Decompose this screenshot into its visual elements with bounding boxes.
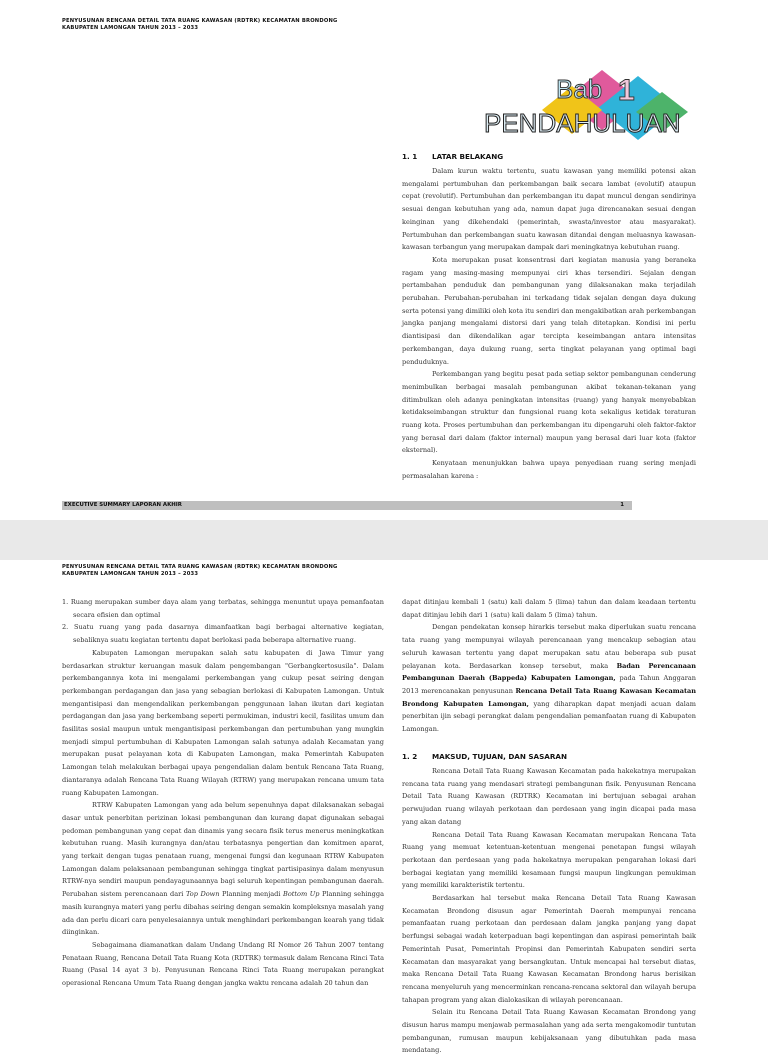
list-item-1: 1. Ruang merupakan sumber daya alam yang terbatas, sehingga menuntut upaya pemanfaatan secara efisien dan optimal xyxy=(62,598,384,619)
page-footer xyxy=(62,501,632,510)
running-header xyxy=(62,18,337,31)
paragraph: dapat ditinjau kembali 1 (satu) kali dalam 5 (lima) tahun dan dalam keadaan tertentu dapat ditinjau lebih dari 1 (satu) kali dalam 5 (lima) tahun. xyxy=(402,598,696,619)
page-number: 1 xyxy=(620,502,624,508)
banner-chapter-number: 1 xyxy=(618,74,635,107)
left-column xyxy=(62,596,384,990)
paragraph: Dengan pendekatan konsep hirarkis tersebut maka diperlukan suatu rencana tata ruang yang mempunyai wilayah perencanaan yang mencakup sebagian atau seluruh kawasan tertentu yang dapat merupakan satu atau beberapa sub pusat pelayanan kota. Berdasarkan konsep tersebut, maka Badan Perencanaan Pembangunan Daerah (Bappeda) Kabupaten Lamongan, pada Tahun Anggaran 2013 merencanakan penyusunan Rencana Detail Tata Ruang Kawasan Kecamatan Brondong Kabupaten Lamongan, yang diharapkan dapat menjadi acuan dalam penerbitan ijin sebagi perangkat dalam pengendalian pemanfaatan ruang di Kabupaten Lamongan. xyxy=(402,623,697,734)
section-1-1-body xyxy=(402,165,696,483)
paragraph: RTRW Kabupaten Lamongan yang ada belum sepenuhnya dapat dilaksanakan sebagai dasar untuk penerbitan perizinan lokasi pembangunan dan kurang dapat digunakan sebagai pedoman pembangunan yang cepat dan dinamis yang secara fisik terus menerus meningkatkan kebutuhan ruang. Masih kurangnya dan/atau terbatasnya pengertian dan komitmen aparat, yang terkait dengan tugas penataan ruang, mengenai fungsi dan kegunaan RTRW Kabupaten Lamongan dalam pelaksanaan pembangunan sehingga tingkat partisipasinya dalam menyusun RTRW-nya sendiri maupun pendayagunaannya bagi seluruh kepentingan pembangunan daerah. Perubahan sistem perencanaan dari Top Down Planning menjadi Bottom Up Planning sehingga masih kurangnya materi yang perlu dibahas seiring dengan semakin kompleksnya masalah yang ada dan perlu dicari cara penyelesaiannya untuk menghindari perkembangan kearah yang tidak diinginkan. xyxy=(62,801,384,937)
paragraph: Dalam kurun waktu tertentu, suatu kawasan yang memiliki potensi akan mengalami pertumbuhan dan perkembangan baik secara lambat (evolutif) ataupun cepat (revolutif). Pertumbuhan dan perkembangan itu dapat muncul dengan sendirinya sesuai dengan kebutuhan yang ada, namun dapat juga direncanakan sesuai dengan keinginan yang dikehendaki (pemerintah, swasta/investor atau masyarakat). Pertumbuhan dan perkembangan suatu kawasan ditandai dengan meluasnya kawasan-kawasan terbangun yang merupakan dampak dari meningkatnya kebutuhan ruang. xyxy=(402,167,696,252)
header-line-1: PENYUSUNAN RENCANA DETAIL TATA RUANG KAWASAN (RDTRK) KECAMATAN BRONDONG xyxy=(62,564,338,570)
banner-bab-text: Bab xyxy=(556,74,603,104)
section-1-2-body xyxy=(402,765,696,1057)
paragraph: Rencana Detail Tata Ruang Kawasan Kecamatan pada hakekatnya merupakan rencana tata ruang yang mendasari strategi pembangunan fisik. Penyusunan Rencana Detail Tata Ruang Kawasan (RDTRK) Kecamatan ini bertujuan sebagai arahan perwujudan ruang wilayah perkotaan dan perdesaan yang ingin dicapai pada masa yang akan datang xyxy=(402,767,696,826)
paragraph: Kabupaten Lamongan merupakan salah satu kabupaten di Jawa Timur yang berdasarkan struktur keruangan masuk dalam pengembangan "Gerbangkertosusila". Dalam perkembangannya kota ini mengalami perkembangan yang cukup pesat seiring dengan perkembangan perdagangan dan jasa yang sebagian berlokasi di Kabupaten Lamongan. Untuk mengantisipasi dan mengendalikan perkembangan penggunaan lahan ikutan dari kegiatan perdagangan dan jasa yang berkembang seperti permukiman, industri kecil, fasilitas umum dan fasilitas sosial maupun untuk mengantisipasi perkembangan dan pertumbuhan yang mungkin menjadi simpul pertumbuhan di Kabupaten Lamongan salah satunya adalah Kecamatan yang merupakan pusat pelayanan kota di Kabupaten Lamongan, maka Pemerintah Kabupaten Lamongan telah melakukan berbagai upaya pengendalian dalam bentuk Rencana Tata Ruang, diantaranya adalah Rencana Tata Ruang Wilayah (RTRW) yang merupakan rencana umum tata ruang Kabupaten Lamongan. xyxy=(62,648,384,797)
right-column xyxy=(402,596,696,736)
page-separator xyxy=(0,520,768,560)
list-item-2: 2. Suatu ruang yang pada dasarnya dimanfaatkan bagi berbagai alternative kegiatan, sebaliknya suatu kegiatan tertentu dapat berlokasi pada beberapa alternative ruang. xyxy=(62,623,384,645)
banner-title: PENDAHULUAN xyxy=(484,108,681,138)
header-line-2: KABUPATEN LAMONGAN TAHUN 2013 – 2033 xyxy=(62,570,199,577)
paragraph: Rencana Detail Tata Ruang Kawasan Kecamatan merupakan Rencana Tata Ruang yang memuat ketentuan-ketentuan mengenai penetapan fungsi wilayah perkotaan dan perdesaan yang pada hakekatnya merupakan pengarahan lokasi dari berbagai kegiatan yang memiliki kesamaan fungsi maupun lingkungan pemukiman yang memiliki karakteristik tertentu. xyxy=(402,830,696,890)
paragraph: Kenyataan menunjukkan bahwa upaya penyediaan ruang sering menjadi permasalahan karena : xyxy=(402,459,696,480)
header-line-1: PENYUSUNAN RENCANA DETAIL TATA RUANG KAWASAN (RDTRK) KECAMATAN BRONDONG xyxy=(62,18,338,24)
header-line-2: KABUPATEN LAMONGAN TAHUN 2013 – 2033 xyxy=(62,24,199,31)
paragraph: Kota merupakan pusat konsentrasi dari kegiatan manusia yang beraneka ragam yang masing-masing mempunyai ciri khas tersendiri. Sejalan dengan pertambahan penduduk dan pembangunan yang dilaksanakan maka terjadilah perubahan. Perubahan-perubahan ini terkadang tidak sejalan dengan daya dukung serta potensi yang dimiliki oleh kota itu sendiri dan mengakibatkan arah perkembangan jangka panjang mengalami distorsi dari yang telah ditetapkan. Kondisi ini perlu diantisipasi dan dikendalikan agar tercipta keseimbangan antara intensitas perkembangan, daya dukung ruang, serta tingkat pelayanan yang optimal bagi penduduknya. xyxy=(402,255,697,366)
document-page-1 xyxy=(0,0,768,520)
paragraph: Sebagaimana diamanatkan dalam Undang Undang RI Nomor 26 Tahun 2007 tentang Penataan Ruang, Rencana Detail Tata Ruang Kota (RDTRK) termasuk dalam Rencana Rinci Tata Ruang (Pasal 14 ayat 3 b). Penyusunan Rencana Rinci Tata Ruang merupakan perangkat operasional Rencana Umum Tata Ruang dengan jangka waktu rencana adalah 20 tahun dan xyxy=(62,940,384,988)
chapter-banner xyxy=(452,66,702,146)
section-heading-1-1: 1. 1 LATAR BELAKANG xyxy=(402,152,504,161)
paragraph: Berdasarkan hal tersebut maka Rencana Detail Tata Ruang Kawasan Kecamatan Brondong disusun agar Pemerintah Daerah mempunyai rencana pemanfaatan ruang perkotaan dan perdesaan dalam jangka panjang yang dapat berfungsi sebagai wadah keterpaduan bagi kepentingan dan aspirasi pemerintah baik Pemerintah Pusat, Pemerintah Propinsi dan Pemerintah Kabupaten sendiri serta Kecamatan dan masyarakat yang bersangkutan. Untuk mencapai hal tersebut diatas, maka Rencana Detail Tata Ruang Kawasan Kecamatan Brondong harus berisikan rencana menyeluruh yang mencerminkan rencana-rencana sektoral dan wilayah berupa tahapan program yang akan dialokasikan di wilayah perencanaan. xyxy=(402,894,696,1004)
footer-label: EXECUTIVE SUMMARY LAPORAN AKHIR xyxy=(64,502,182,508)
paragraph: Selain itu Rencana Detail Tata Ruang Kawasan Kecamatan Brondong yang disusun harus mampu menjawab permasalahan yang ada serta mengakomodir tuntutan pembangunan, rumusan maupun kebijaksanaan yang dibutuhkan pada masa mendatang. xyxy=(402,1008,696,1055)
section-heading-1-2: 1. 2 MAKSUD, TUJUAN, DAN SASARAN xyxy=(402,752,567,761)
running-header xyxy=(62,564,337,577)
document-page-2 xyxy=(0,560,768,1055)
paragraph: Perkembangan yang begitu pesat pada setiap sektor pembangunan cenderung menimbulkan berbagai masalah pembangunan akibat tekanan-tekanan yang ditimbulkan oleh adanya peningkatan intensitas (ruang) yang hanyak menyebabkan ketidakseimbangan struktur dan fungsional ruang kota sekaligus ketidak teraturan ruang kota. Proses pertumbuhan dan perkembangan itu dipengaruhi oleh faktor-faktor yang berasal dari dalam (faktor internal) maupun yang berasal dari luar kota (faktor eksternal). xyxy=(402,370,696,455)
